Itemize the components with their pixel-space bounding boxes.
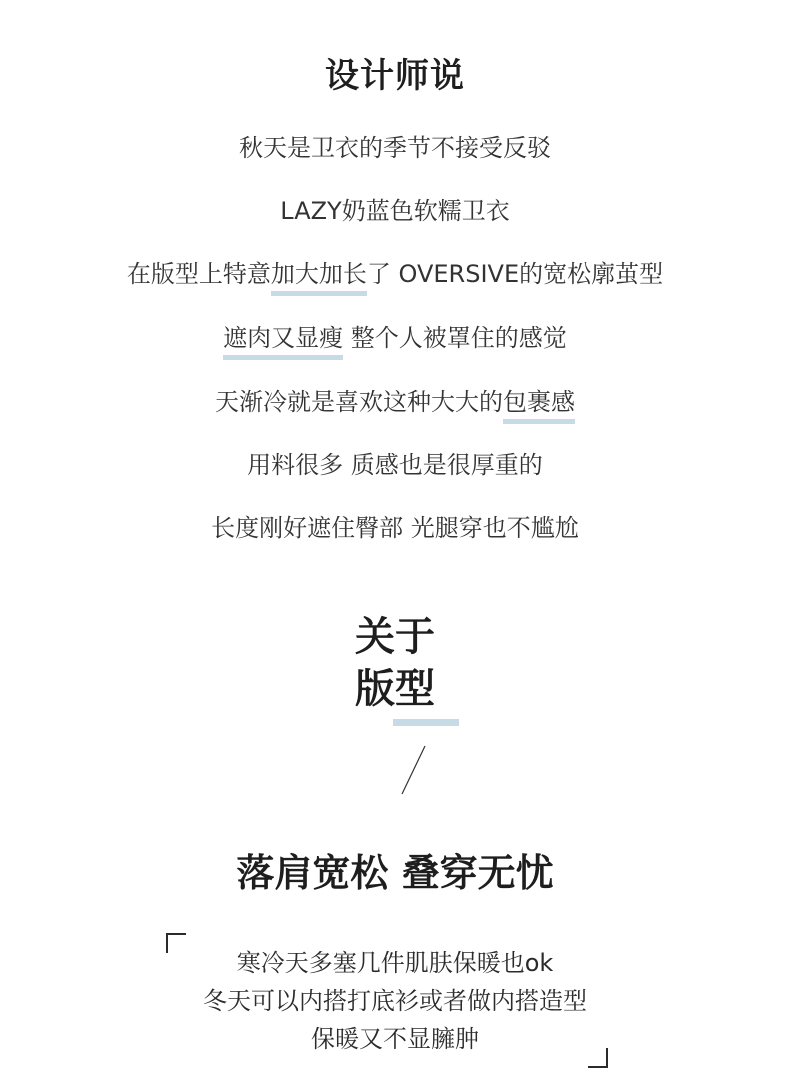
description-text: LAZY奶蓝色软糯卫衣 — [280, 197, 510, 225]
description-text: 了 OVERSIVE的宽松廓茧型 — [366, 260, 664, 288]
feature-title: 落肩宽松 叠穿无忧 — [236, 851, 554, 895]
description-text: 长度刚好遮住臀部 光腿穿也不尴尬 — [211, 514, 579, 542]
description-text: 秋天是卫衣的季节不接受反驳 — [239, 134, 551, 162]
quote-line-1: 寒冷天多塞几件肌肤保暖也ok — [236, 949, 554, 977]
quote-line-2: 冬天可以内搭打底衫或者做内搭造型 — [203, 987, 587, 1015]
description-text: 天渐冷就是喜欢这种大大的 — [215, 388, 503, 416]
quote-close-bracket-icon — [588, 1048, 608, 1068]
highlighted-phrase: 包裹感 — [503, 388, 575, 416]
description-text: 整个人被罩住的感觉 — [343, 324, 567, 352]
designer-title: 设计师说 — [325, 56, 465, 96]
quote-line-3: 保暖又不显臃肿 — [311, 1025, 479, 1053]
highlighted-phrase: 加大加长 — [270, 260, 367, 288]
about-title-line1: 关于 — [355, 614, 435, 660]
description-text: 用料很多 质感也是很厚重的 — [247, 451, 543, 479]
about-title-line2: 版型 — [355, 666, 435, 712]
description-text: 在版型上特意 — [126, 260, 271, 288]
highlighted-phrase: 遮肉又显瘦 — [223, 324, 344, 352]
